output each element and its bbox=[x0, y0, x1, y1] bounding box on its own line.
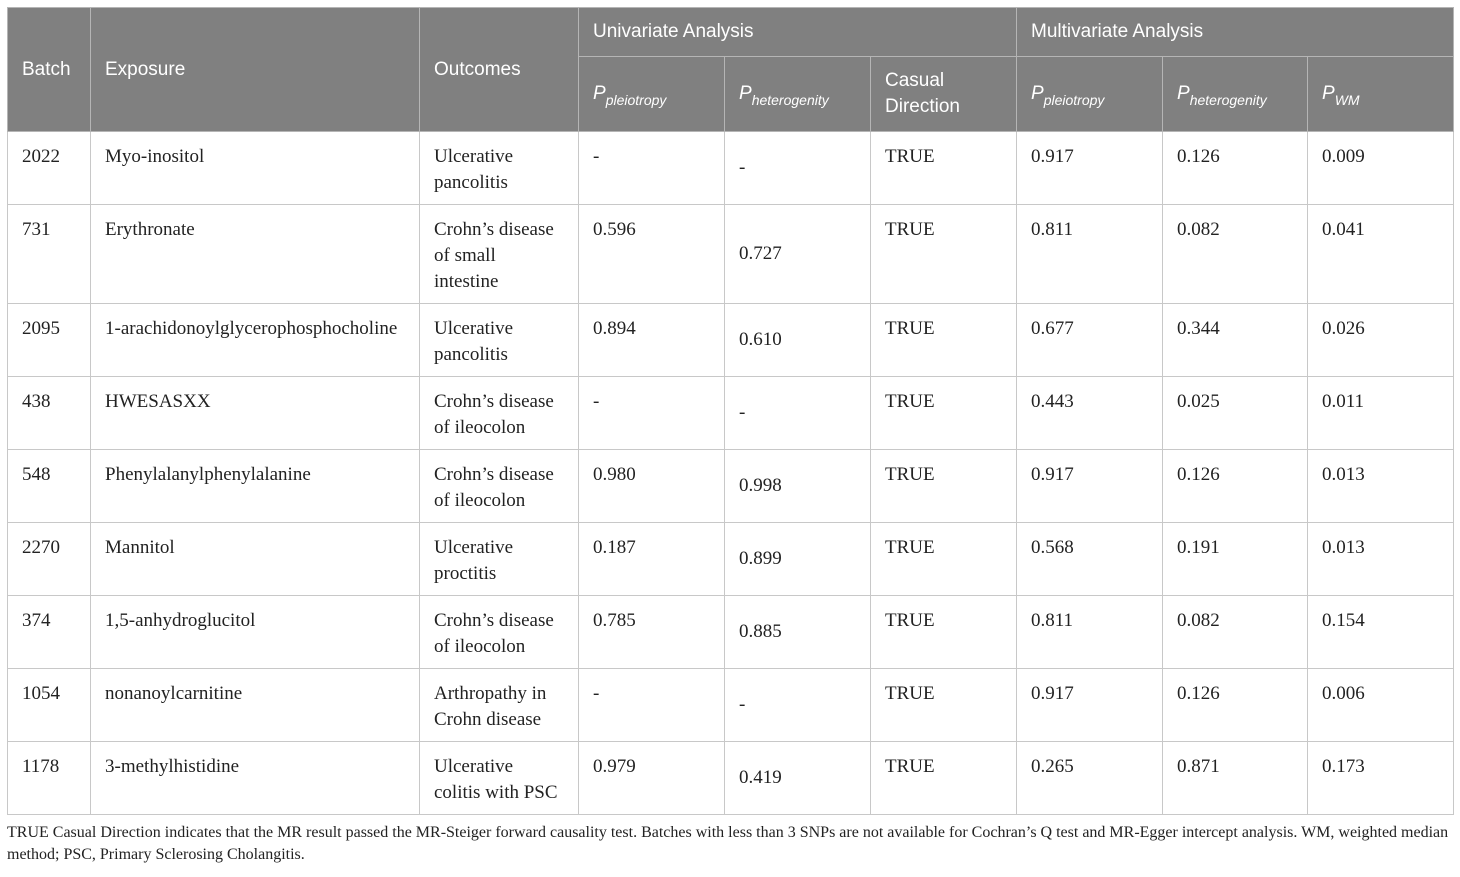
cell-casual-direction: TRUE bbox=[871, 450, 1017, 523]
cell-multivariate-heterogenity: 0.126 bbox=[1163, 669, 1308, 742]
cell-multivariate-heterogenity: 0.082 bbox=[1163, 596, 1308, 669]
p-symbol: P bbox=[1322, 83, 1335, 104]
p-symbol: P bbox=[739, 83, 752, 104]
cell-batch: 438 bbox=[8, 377, 91, 450]
cell-exposure: nonanoylcarnitine bbox=[91, 669, 420, 742]
cell-univariate-heterogenity: 0.610 bbox=[725, 304, 871, 377]
header-outcomes: Outcomes bbox=[420, 8, 579, 132]
cell-casual-direction: TRUE bbox=[871, 742, 1017, 815]
subscript-wm: WM bbox=[1334, 92, 1360, 108]
header-batch: Batch bbox=[8, 8, 91, 132]
cell-univariate-heterogenity: 0.998 bbox=[725, 450, 871, 523]
cell-multivariate-wm: 0.026 bbox=[1308, 304, 1454, 377]
cell-exposure: Mannitol bbox=[91, 523, 420, 596]
cell-outcome: Crohn’s disease of ileocolon bbox=[420, 450, 579, 523]
cell-univariate-heterogenity: - bbox=[725, 669, 871, 742]
cell-multivariate-heterogenity: 0.191 bbox=[1163, 523, 1308, 596]
cell-batch: 374 bbox=[8, 596, 91, 669]
cell-multivariate-pleiotropy: 0.677 bbox=[1017, 304, 1163, 377]
cell-batch: 2095 bbox=[8, 304, 91, 377]
table-row bbox=[8, 205, 1454, 304]
cell-univariate-pleiotropy: - bbox=[579, 132, 725, 205]
cell-outcome: Ulcerative pancolitis bbox=[420, 132, 579, 205]
table-footnote: TRUE Casual Direction indicates that the MR result passed the MR-Steiger forward causality test. Batches with less than 3 SNPs are not available for Cochran’s Q test and MR-Egger intercept analysis. WM, weighted median method; PSC, Primary Sclerosing Cholangitis. bbox=[7, 824, 1449, 863]
table-row bbox=[8, 742, 1454, 815]
cell-univariate-heterogenity: - bbox=[725, 132, 871, 205]
cell-univariate-heterogenity: 0.727 bbox=[725, 205, 871, 304]
cell-casual-direction: TRUE bbox=[871, 523, 1017, 596]
cell-casual-direction: TRUE bbox=[871, 304, 1017, 377]
cell-exposure: Myo-inositol bbox=[91, 132, 420, 205]
cell-batch: 1178 bbox=[8, 742, 91, 815]
cell-casual-direction: TRUE bbox=[871, 205, 1017, 304]
cell-univariate-pleiotropy: 0.979 bbox=[579, 742, 725, 815]
cell-univariate-heterogenity: 0.899 bbox=[725, 523, 871, 596]
table-row bbox=[8, 669, 1454, 742]
cell-multivariate-wm: 0.013 bbox=[1308, 523, 1454, 596]
cell-univariate-pleiotropy: - bbox=[579, 377, 725, 450]
header-multivariate-analysis: Multivariate Analysis bbox=[1017, 8, 1454, 57]
header-multivariate-p-wm bbox=[1308, 57, 1454, 132]
cell-exposure: 1,5-anhydroglucitol bbox=[91, 596, 420, 669]
cell-multivariate-wm: 0.041 bbox=[1308, 205, 1454, 304]
cell-multivariate-heterogenity: 0.344 bbox=[1163, 304, 1308, 377]
cell-multivariate-pleiotropy: 0.443 bbox=[1017, 377, 1163, 450]
cell-casual-direction: TRUE bbox=[871, 669, 1017, 742]
cell-batch: 548 bbox=[8, 450, 91, 523]
cell-casual-direction: TRUE bbox=[871, 596, 1017, 669]
cell-outcome: Ulcerative pancolitis bbox=[420, 304, 579, 377]
subscript-heterogenity: heterogenity bbox=[1189, 92, 1267, 108]
cell-multivariate-heterogenity: 0.126 bbox=[1163, 450, 1308, 523]
cell-univariate-pleiotropy: 0.596 bbox=[579, 205, 725, 304]
cell-outcome: Arthropathy in Crohn disease bbox=[420, 669, 579, 742]
p-symbol: P bbox=[1031, 83, 1044, 104]
table-row bbox=[8, 377, 1454, 450]
table-row bbox=[8, 132, 1454, 205]
cell-univariate-pleiotropy: 0.187 bbox=[579, 523, 725, 596]
cell-multivariate-pleiotropy: 0.917 bbox=[1017, 132, 1163, 205]
cell-multivariate-pleiotropy: 0.568 bbox=[1017, 523, 1163, 596]
header-univariate-analysis: Univariate Analysis bbox=[579, 8, 1017, 57]
cell-multivariate-wm: 0.011 bbox=[1308, 377, 1454, 450]
cell-exposure: Erythronate bbox=[91, 205, 420, 304]
header-univariate-p-heterogenity bbox=[725, 57, 871, 132]
table-body bbox=[8, 132, 1454, 815]
header-multivariate-p-heterogenity bbox=[1163, 57, 1308, 132]
cell-univariate-pleiotropy: - bbox=[579, 669, 725, 742]
subscript-pleiotropy: pleiotropy bbox=[1043, 92, 1105, 108]
mr-results-table bbox=[7, 7, 1454, 815]
cell-multivariate-heterogenity: 0.871 bbox=[1163, 742, 1308, 815]
cell-multivariate-wm: 0.013 bbox=[1308, 450, 1454, 523]
cell-outcome: Ulcerative colitis with PSC bbox=[420, 742, 579, 815]
table-header bbox=[8, 8, 1454, 132]
cell-batch: 1054 bbox=[8, 669, 91, 742]
cell-batch: 2270 bbox=[8, 523, 91, 596]
cell-casual-direction: TRUE bbox=[871, 132, 1017, 205]
cell-univariate-pleiotropy: 0.980 bbox=[579, 450, 725, 523]
cell-exposure: 1-arachidonoylglycerophosphocholine bbox=[91, 304, 420, 377]
cell-outcome: Crohn’s disease of ileocolon bbox=[420, 596, 579, 669]
cell-outcome: Ulcerative proctitis bbox=[420, 523, 579, 596]
cell-exposure: Phenylalanylphenylalanine bbox=[91, 450, 420, 523]
cell-multivariate-pleiotropy: 0.265 bbox=[1017, 742, 1163, 815]
header-exposure: Exposure bbox=[91, 8, 420, 132]
subscript-heterogenity: heterogenity bbox=[751, 92, 829, 108]
cell-multivariate-wm: 0.006 bbox=[1308, 669, 1454, 742]
p-symbol: P bbox=[593, 83, 606, 104]
table-row bbox=[8, 450, 1454, 523]
cell-multivariate-heterogenity: 0.126 bbox=[1163, 132, 1308, 205]
cell-exposure: HWESASXX bbox=[91, 377, 420, 450]
cell-multivariate-wm: 0.009 bbox=[1308, 132, 1454, 205]
cell-exposure: 3-methylhistidine bbox=[91, 742, 420, 815]
cell-outcome: Crohn’s disease of small intestine bbox=[420, 205, 579, 304]
header-multivariate-p-pleiotropy bbox=[1017, 57, 1163, 132]
cell-batch: 2022 bbox=[8, 132, 91, 205]
cell-batch: 731 bbox=[8, 205, 91, 304]
cell-multivariate-pleiotropy: 0.811 bbox=[1017, 205, 1163, 304]
p-symbol: P bbox=[1177, 83, 1190, 104]
cell-univariate-heterogenity: 0.885 bbox=[725, 596, 871, 669]
table-row bbox=[8, 596, 1454, 669]
cell-univariate-heterogenity: 0.419 bbox=[725, 742, 871, 815]
subscript-pleiotropy: pleiotropy bbox=[605, 92, 667, 108]
header-univariate-p-pleiotropy bbox=[579, 57, 725, 132]
cell-univariate-pleiotropy: 0.785 bbox=[579, 596, 725, 669]
cell-multivariate-wm: 0.173 bbox=[1308, 742, 1454, 815]
cell-univariate-pleiotropy: 0.894 bbox=[579, 304, 725, 377]
table-row bbox=[8, 304, 1454, 377]
cell-multivariate-wm: 0.154 bbox=[1308, 596, 1454, 669]
header-casual-direction: Casual Direction bbox=[871, 57, 1017, 132]
cell-multivariate-pleiotropy: 0.917 bbox=[1017, 669, 1163, 742]
cell-multivariate-heterogenity: 0.082 bbox=[1163, 205, 1308, 304]
cell-multivariate-heterogenity: 0.025 bbox=[1163, 377, 1308, 450]
cell-multivariate-pleiotropy: 0.917 bbox=[1017, 450, 1163, 523]
cell-univariate-heterogenity: - bbox=[725, 377, 871, 450]
table-row bbox=[8, 523, 1454, 596]
results-table-container bbox=[7, 7, 1453, 815]
cell-outcome: Crohn’s disease of ileocolon bbox=[420, 377, 579, 450]
cell-multivariate-pleiotropy: 0.811 bbox=[1017, 596, 1163, 669]
cell-casual-direction: TRUE bbox=[871, 377, 1017, 450]
